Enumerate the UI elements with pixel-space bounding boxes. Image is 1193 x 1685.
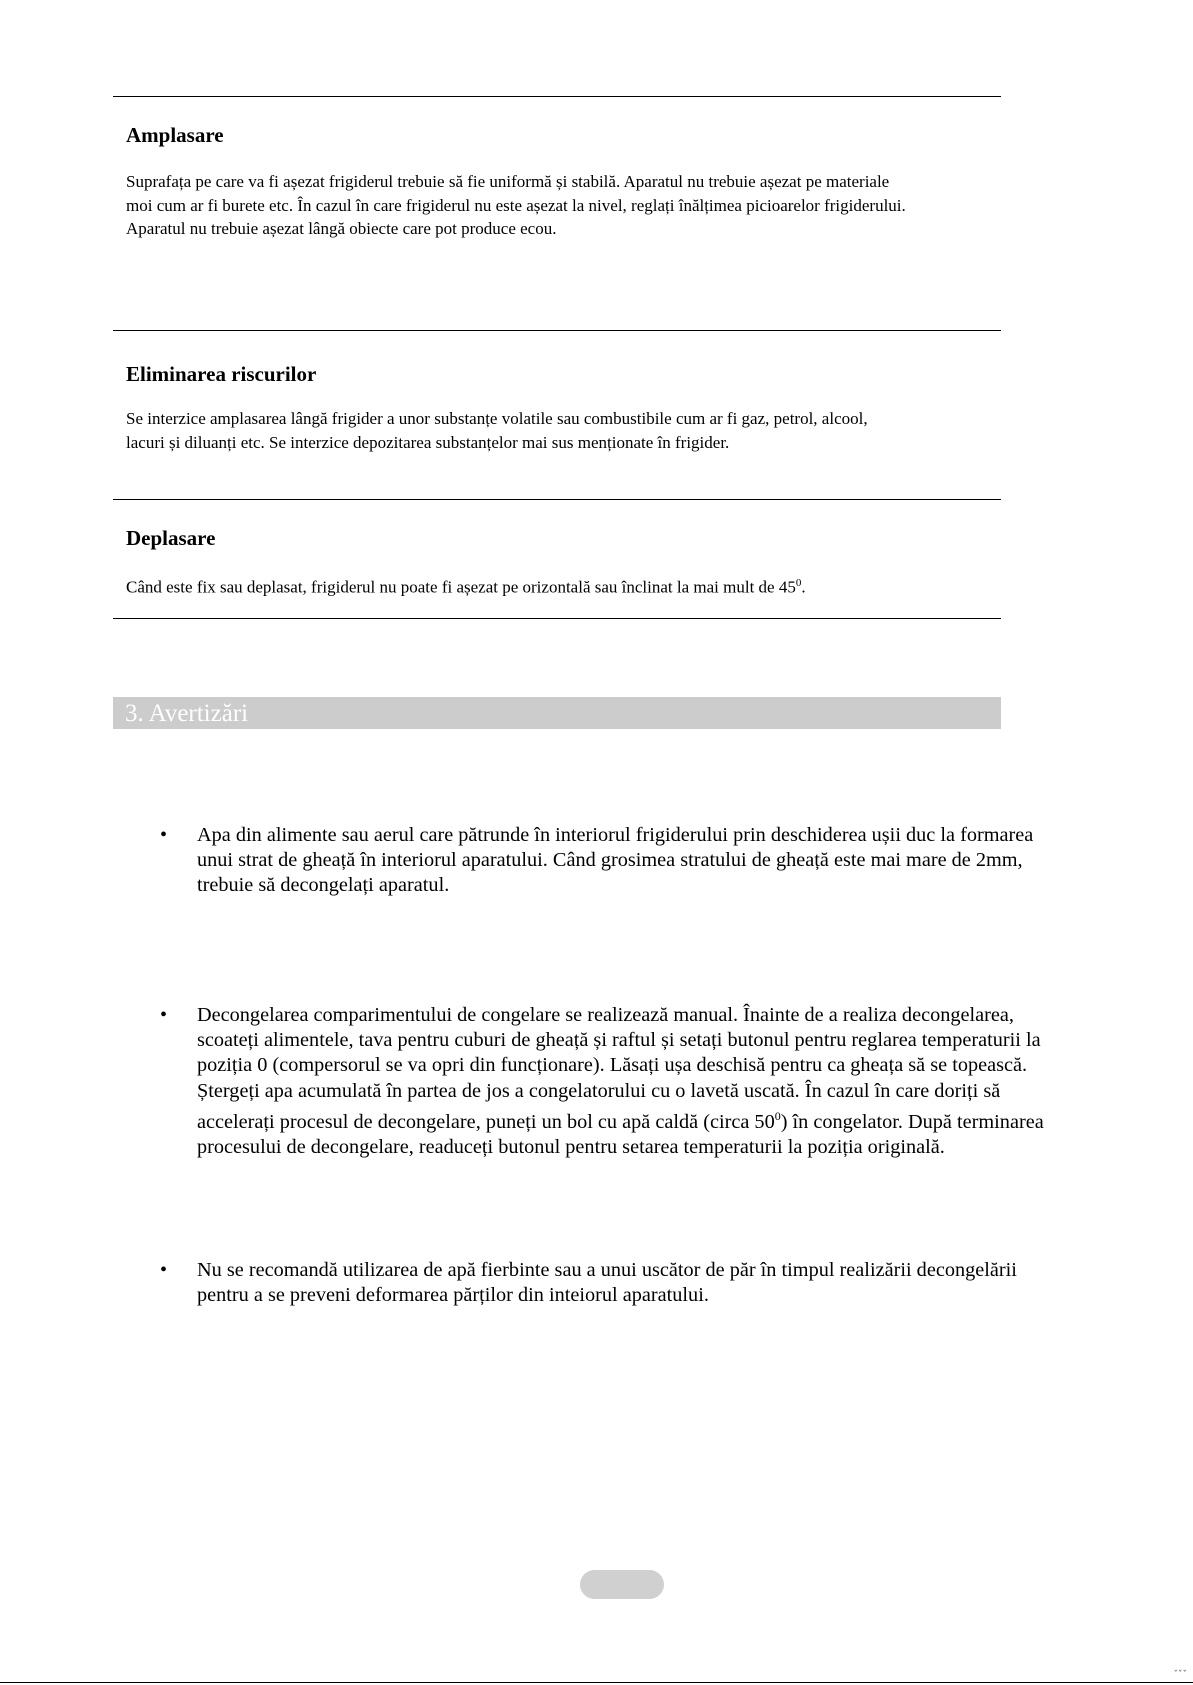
section-heading-deplasare: Deplasare (126, 526, 216, 550)
section-rule-2 (113, 330, 1001, 331)
section-heading-amplasare: Amplasare (126, 123, 224, 147)
section-body-deplasare (126, 572, 906, 599)
section-body-eliminarea-riscurilor: Se interzice amplasarea lângă frigider a unor substanțe volatile sau combustibile cum ar fi gaz, petrol, alcool, lacuri și diluanți etc. Se interzice depozitarea substanțelor mai sus menționate în frigider. (126, 409, 868, 452)
section-rule-3 (113, 499, 1001, 500)
warning-text-2-end: ) în congelator. După terminarea procesului de decongelare, readuceți butonul pentru setarea temperaturii la poziția originală. (197, 1110, 1044, 1158)
corner-mark: ˇˇˇ (1173, 1670, 1187, 1680)
bottom-rule (0, 1682, 1193, 1683)
top-rule (113, 96, 1001, 97)
deplasare-text-end: . (801, 577, 806, 597)
section-rule-4 (113, 618, 1001, 619)
degree-superscript: 0 (795, 577, 802, 589)
warning-text-2-start: Decongelarea comparimentului de congelare se realizează manual. Înainte de a realiza decongelarea, scoateți alimentele, tava pentru cuburi de gheață și raftul și setați butonul pentru reglarea temperaturii la poziția 0 (compersorul se va opri din funcționare). Lăsați ușa deschisă pentru ca gheața să se topească. Ștergeți apa acumulată în partea de jos a congelatorului cu o lavetă uscată. În cazul în care doriți să accelerați procesul de decongelare, puneți un bol cu apă caldă (circa 50 (197, 1004, 1041, 1133)
degree-superscript: 0 (774, 1108, 781, 1123)
bullet-icon: • (160, 824, 168, 846)
bullet-icon: • (160, 1259, 168, 1281)
warning-text-2 (197, 1003, 1062, 1160)
section-body-amplasare: Suprafața pe care va fi așezat frigiderul trebuie să fie uniformă și stabilă. Aparatul nu trebuie așezat pe materiale moi cum ar fi burete etc. În cazul în care frigiderul nu este așezat la nivel, reglați înălțimea picioarelor frigiderului. Aparatul nu trebuie așezat lângă obiecte care pot produce ecou. (126, 172, 906, 238)
section-heading-eliminarea-riscurilor: Eliminarea riscurilor (126, 362, 317, 386)
deplasare-text: Când este fix sau deplasat, frigiderul nu poate fi așezat pe orizontală sau înclinat la mai mult de 45 (126, 577, 796, 597)
warning-text-3: Nu se recomandă utilizarea de apă fierbinte sau a unui uscător de păr în timpul realizării decongelării pentru a se preveni deformarea părților din inteiorul aparatului. (197, 1259, 1017, 1307)
chapter-banner: 3. Avertizări (113, 697, 1001, 729)
bullet-icon: • (160, 1004, 168, 1026)
page-number-pill (580, 1570, 664, 1599)
warning-text-1: Apa din alimente sau aerul care pătrunde în interiorul frigiderului prin deschiderea ușii duc la formarea unui strat de gheață în interiorul aparatului. Când grosimea stratului de gheață este mai mare de 2mm, trebuie să decongelați aparatul. (197, 824, 1034, 897)
